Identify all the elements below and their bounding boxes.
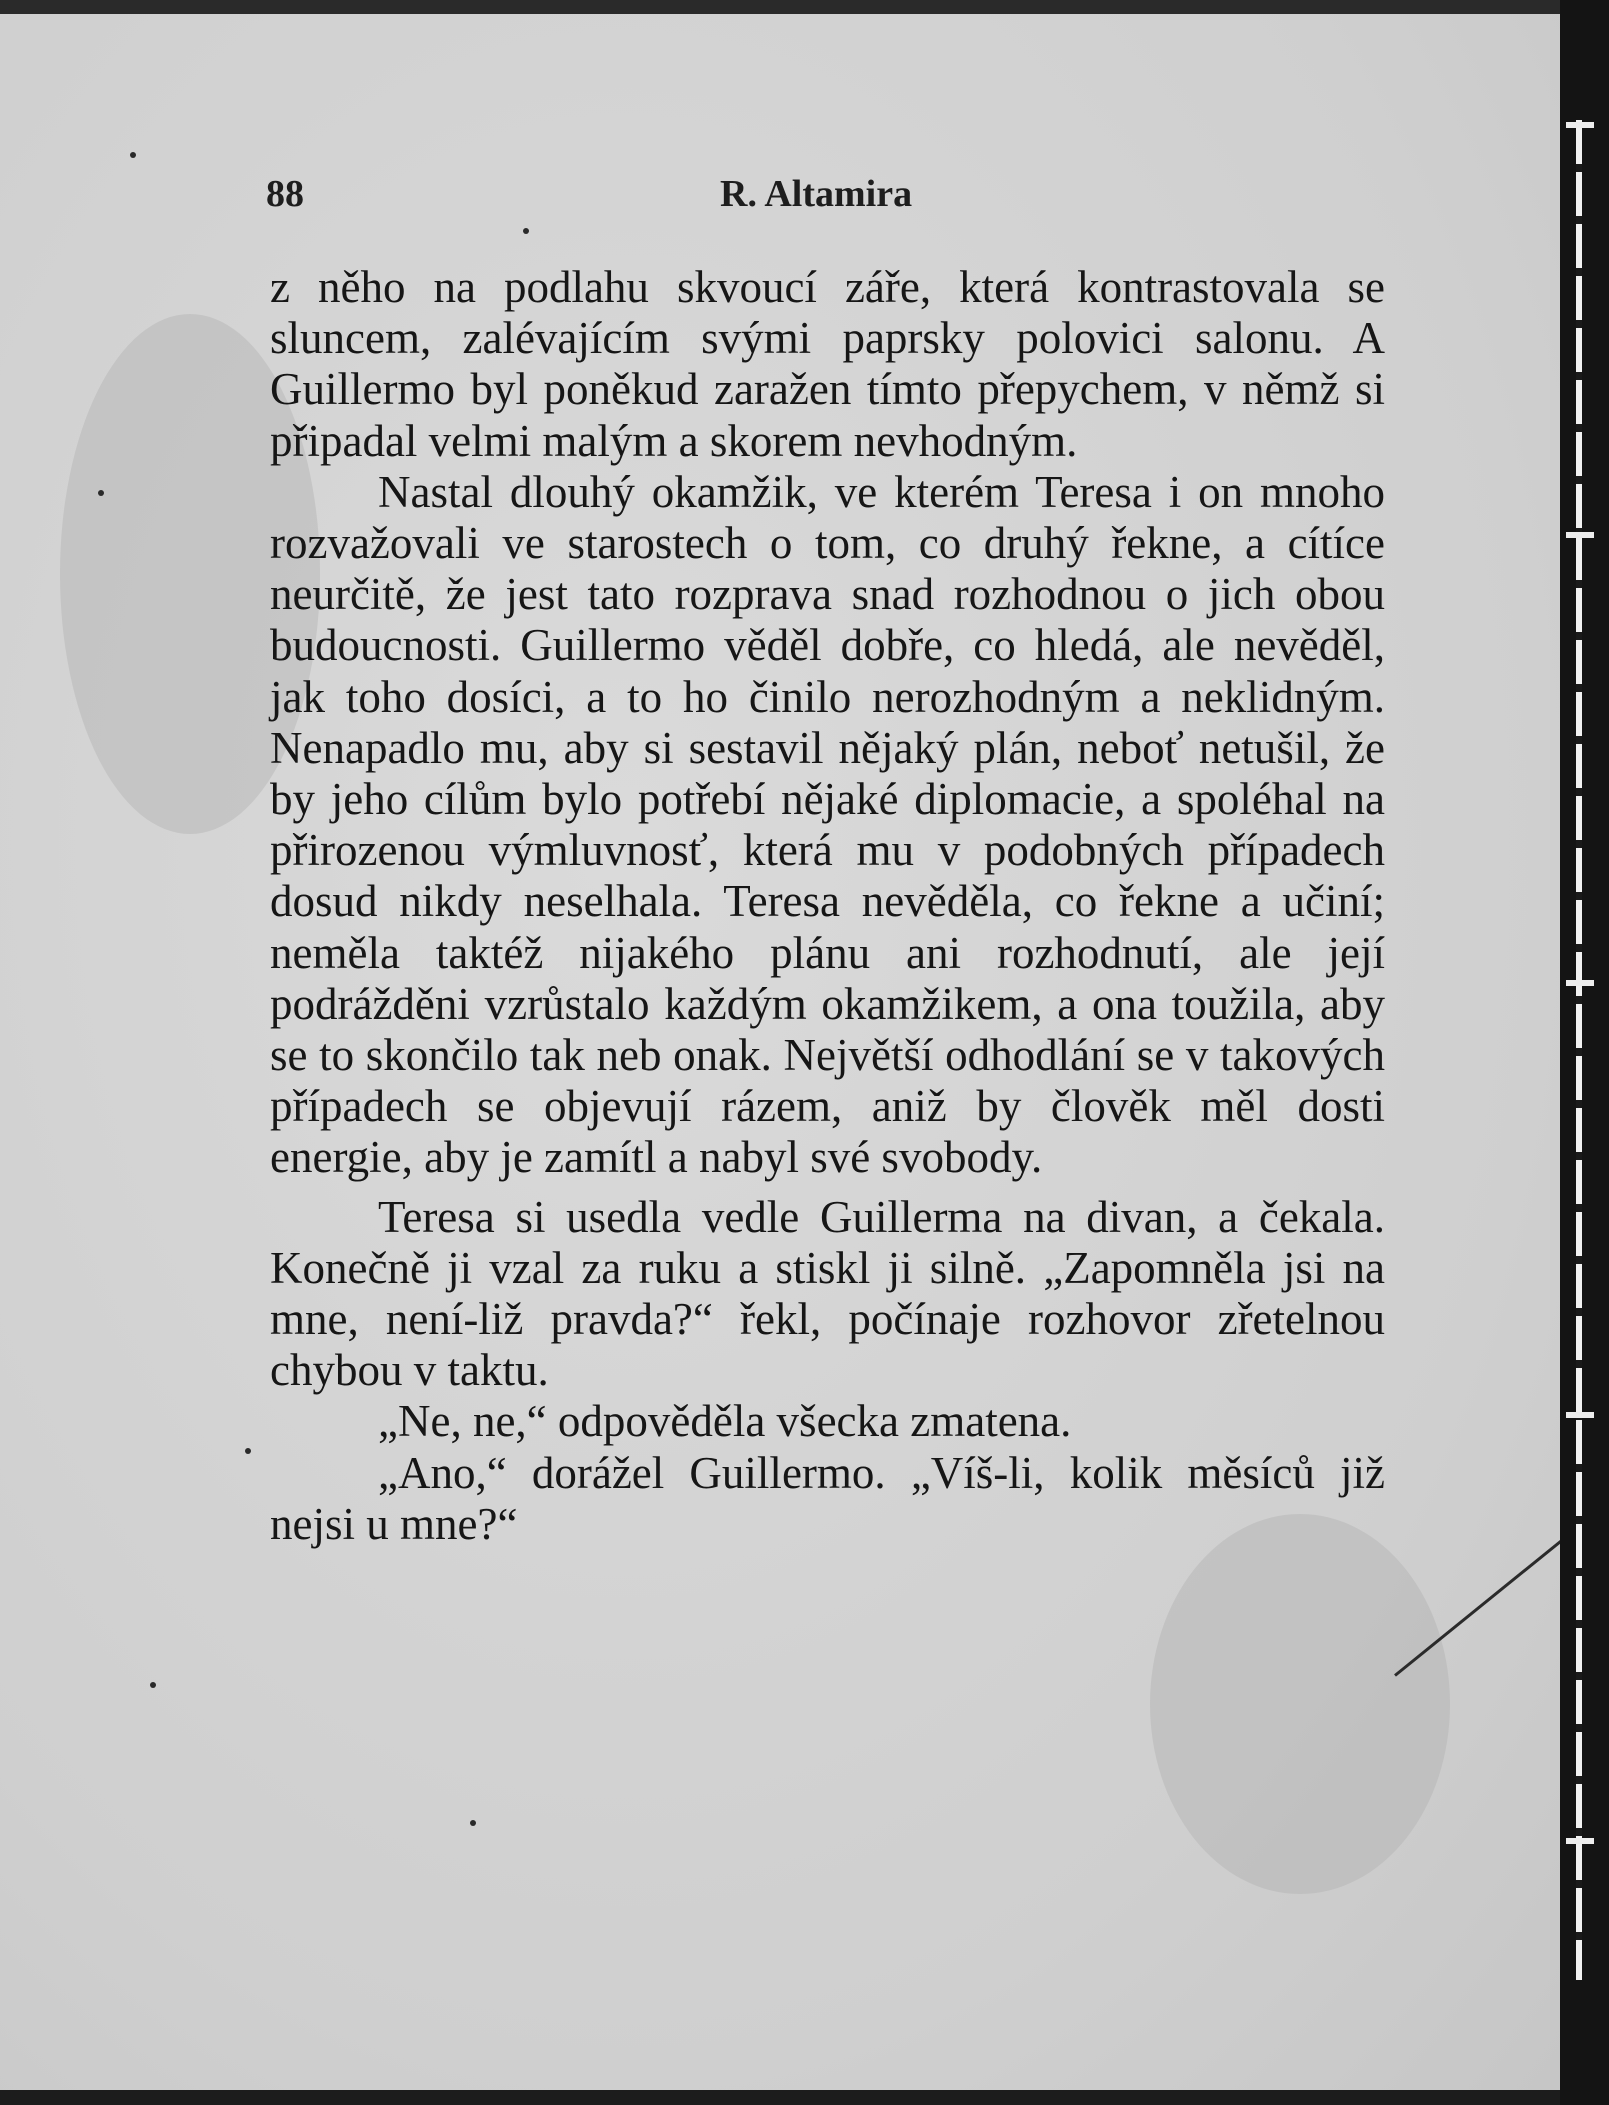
- page-header: [266, 172, 1386, 220]
- paragraph-dialogue: „Ano,“ dorážel Guillermo. „Víš-li, kolik měsíců již nejsi u mne?“: [270, 1447, 1385, 1549]
- paper-speck: [470, 1820, 476, 1826]
- paper-speck: [98, 490, 104, 496]
- paper-speck: [245, 1448, 251, 1454]
- binding-mark: [1566, 1412, 1594, 1418]
- paragraph: Nastal dlouhý okamžik, ve kterém Teresa i on mnoho rozvažovali ve starostech o tom, co druhý řekne, a cítíce neurčitě, že jest tato rozprava snad rozhodnou o jich obou budoucnosti. Guillermo věděl dobře, co hledá, ale nevěděl, jak toho dosíci, a to ho činilo nerozhodným a neklidným. Nenapadlo mu, aby si sestavil nějaký plán, neboť netušil, že by jeho cílům bylo potřebí nějaké diplomacie, a spoléhal na přirozenou výmluvnosť, která mu v podobných případech dosud nikdy neselhala. Teresa nevěděla, co řekne a učiní; neměla taktéž nijakého plánu ani rozhodnutí, ale její podrážděni vzrůstalo každým okamžikem, a ona toužila, aby se to skončilo tak neb onak. Největší odhodlání se v takových případech se objevují rázem, aniž by člověk měl dosti energie, aby je zamítl a nabyl své svobody.: [270, 466, 1385, 1183]
- binding-thread: [1576, 120, 1582, 1980]
- paragraph-continuation: z něho na podlahu skvoucí záře, která kontrastovala se sluncem, zalévajícím svými paprsky polovici salonu. A Guillermo byl poněkud zaražen tímto přepychem, v němž si připadal velmi malým a skorem nevhodným.: [270, 262, 1385, 466]
- paper-speck: [130, 152, 136, 158]
- paper-stain: [1150, 1514, 1450, 1894]
- paragraph-dialogue: „Ne, ne,“ odpověděla všecka zmatena.: [378, 1396, 1072, 1447]
- paper-speck: [523, 228, 529, 234]
- page-number: 88: [266, 173, 304, 215]
- body-text: [270, 262, 1385, 1550]
- paper-speck: [150, 1682, 156, 1688]
- paragraph: Teresa si usedla vedle Guillerma na divan, a čekala. Konečně ji vzal za ruku a stiskl ji silně. „Zapomněla jsi na mne, není-liž pravda?“ řekl, počínaje rozhovor zřetelnou chybou v taktu.: [270, 1191, 1385, 1396]
- book-binding-edge: [1560, 0, 1609, 2105]
- binding-mark: [1566, 1838, 1594, 1844]
- binding-mark: [1566, 532, 1594, 538]
- binding-mark: [1566, 980, 1594, 986]
- running-head: R. Altamira: [720, 173, 913, 215]
- binding-mark: [1566, 122, 1594, 128]
